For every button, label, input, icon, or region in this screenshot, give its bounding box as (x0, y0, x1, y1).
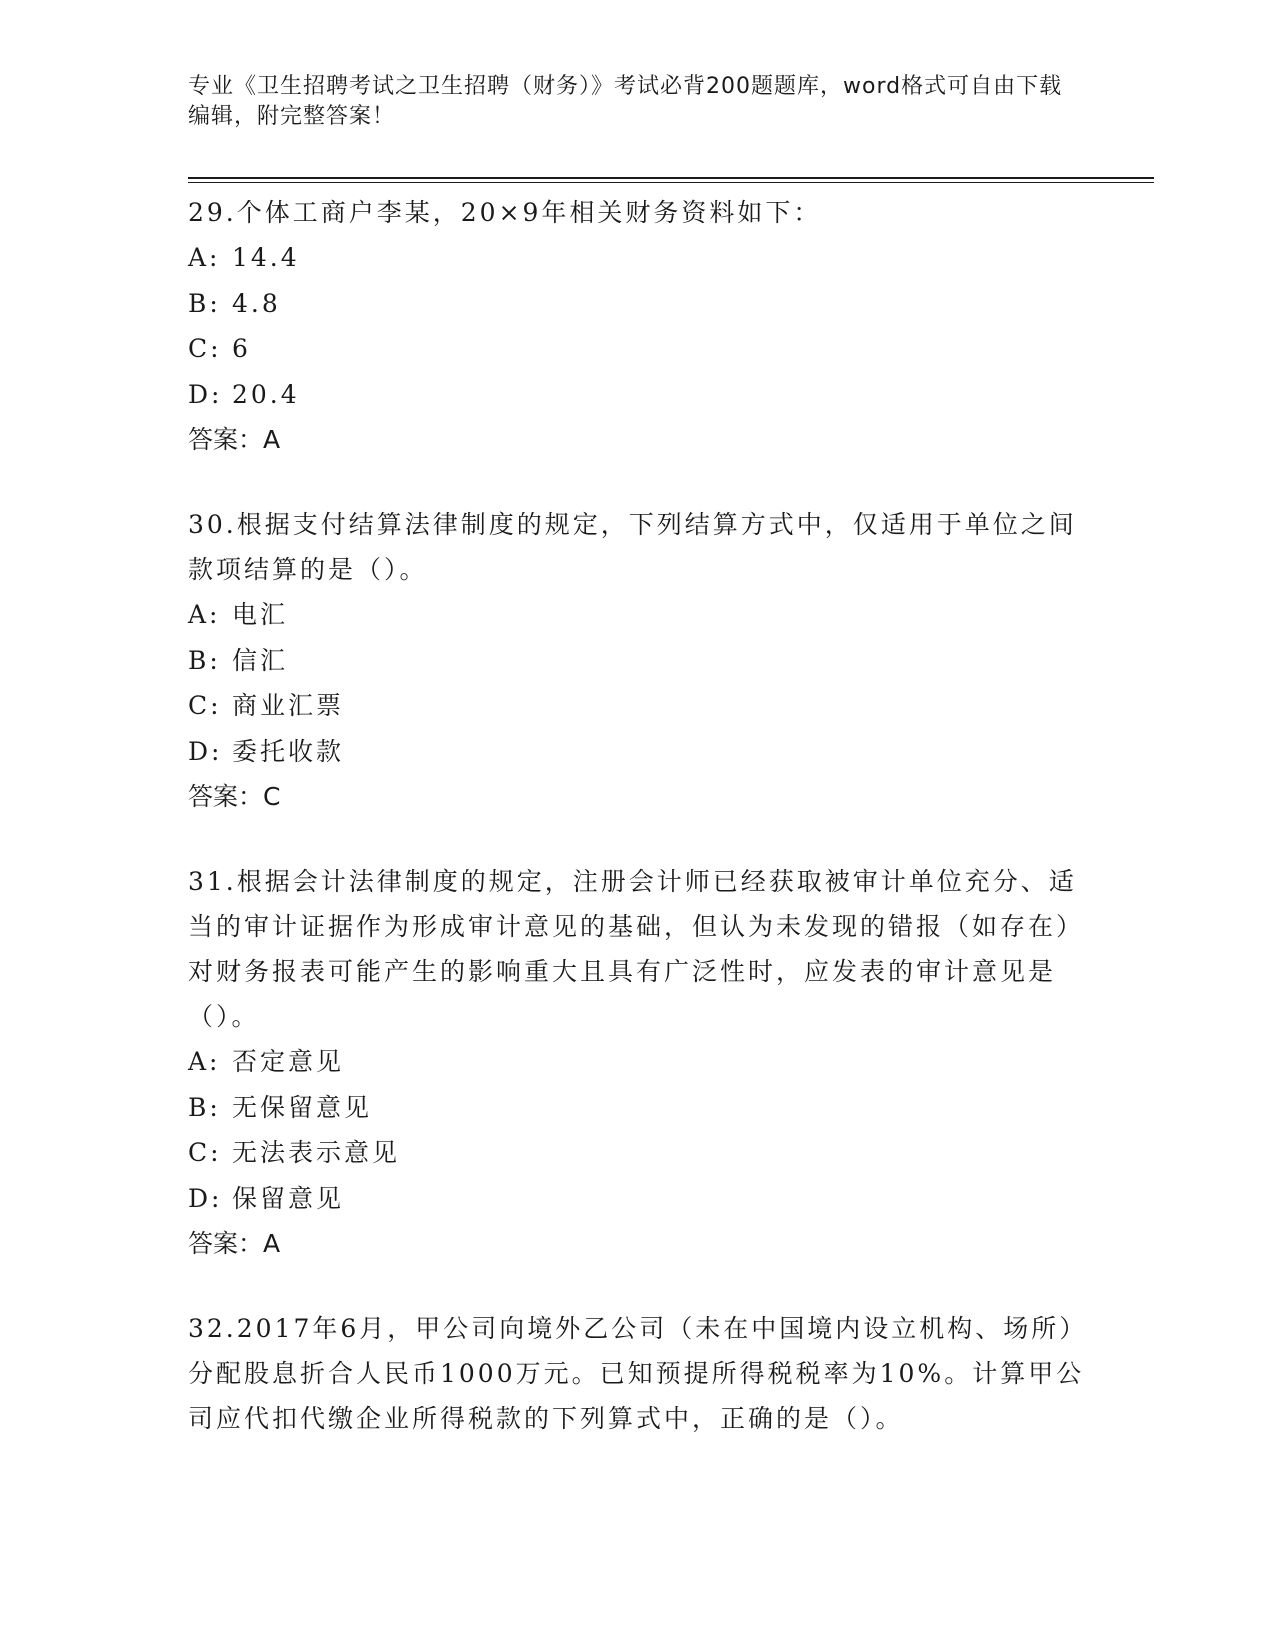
option-key: C: (188, 1138, 222, 1167)
option-d (188, 1176, 1088, 1222)
option-key: C: (188, 691, 222, 720)
option-key: A: (188, 600, 221, 629)
option-b (188, 281, 1088, 327)
option-key: B: (188, 288, 221, 318)
option-value: 无法表示意见 (232, 1138, 401, 1167)
option-d (188, 372, 1088, 418)
option-key: D: (188, 736, 223, 766)
option-c (188, 1130, 1088, 1176)
option-key: A: (188, 1047, 221, 1076)
option-a (188, 235, 1088, 281)
option-a (188, 592, 1088, 638)
option-a (188, 1039, 1088, 1085)
header-divider-thin (188, 182, 1154, 183)
option-value: 6 (232, 334, 251, 363)
document-header: 专业《卫生招聘考试之卫生招聘（财务）》考试必背200题题库，word格式可自由下载编辑，附完整答案！ (188, 74, 1063, 129)
option-value: 电汇 (232, 600, 289, 629)
header-divider-thick (188, 177, 1154, 179)
question-list (188, 190, 1088, 1481)
option-key: B: (188, 645, 221, 675)
option-c (188, 683, 1088, 729)
question-text: 32.2017年6月，甲公司向境外乙公司（未在中国境内设立机构、场所）分配股息折合人民币1000万元。已知预提所得税税率为10%。计算甲公司应代扣代缴企业所得税款的下列算式中，正确的是（）。 (188, 1314, 1088, 1433)
answer-line: 答案：A (188, 425, 281, 454)
question-29 (188, 190, 1088, 462)
option-key: C: (188, 334, 222, 363)
question-31 (188, 859, 1088, 1266)
option-value: 否定意见 (232, 1047, 345, 1076)
question-text: 30.根据支付结算法律制度的规定，下列结算方式中，仅适用于单位之间款项结算的是（）。 (188, 510, 1077, 584)
answer-line: 答案：A (188, 1229, 281, 1258)
option-value: 20.4 (232, 379, 300, 409)
option-value: 保留意见 (232, 1183, 345, 1213)
option-d (188, 729, 1088, 775)
option-b (188, 638, 1088, 684)
option-value: 商业汇票 (232, 691, 345, 720)
option-key: D: (188, 1183, 223, 1213)
question-text: 29.个体工商户李某，20×9年相关财务资料如下： (188, 198, 822, 227)
option-value: 信汇 (232, 645, 289, 675)
option-value: 4.8 (232, 288, 281, 318)
answer-line: 答案：C (188, 782, 281, 811)
option-key: B: (188, 1092, 221, 1122)
option-b (188, 1085, 1088, 1131)
question-text: 31.根据会计法律制度的规定，注册会计师已经获取被审计单位充分、适当的审计证据作为形成审计意见的基础，但认为未发现的错报（如存在）对财务报表可能产生的影响重大且具有广泛性时，应发表的审计意见是（）。 (188, 867, 1085, 1031)
option-value: 无保留意见 (232, 1092, 373, 1122)
question-30 (188, 502, 1088, 819)
option-c (188, 326, 1088, 372)
option-key: D: (188, 379, 223, 409)
question-32 (188, 1306, 1088, 1441)
option-value: 委托收款 (232, 736, 345, 766)
option-value: 14.4 (232, 243, 300, 272)
option-key: A: (188, 243, 221, 272)
